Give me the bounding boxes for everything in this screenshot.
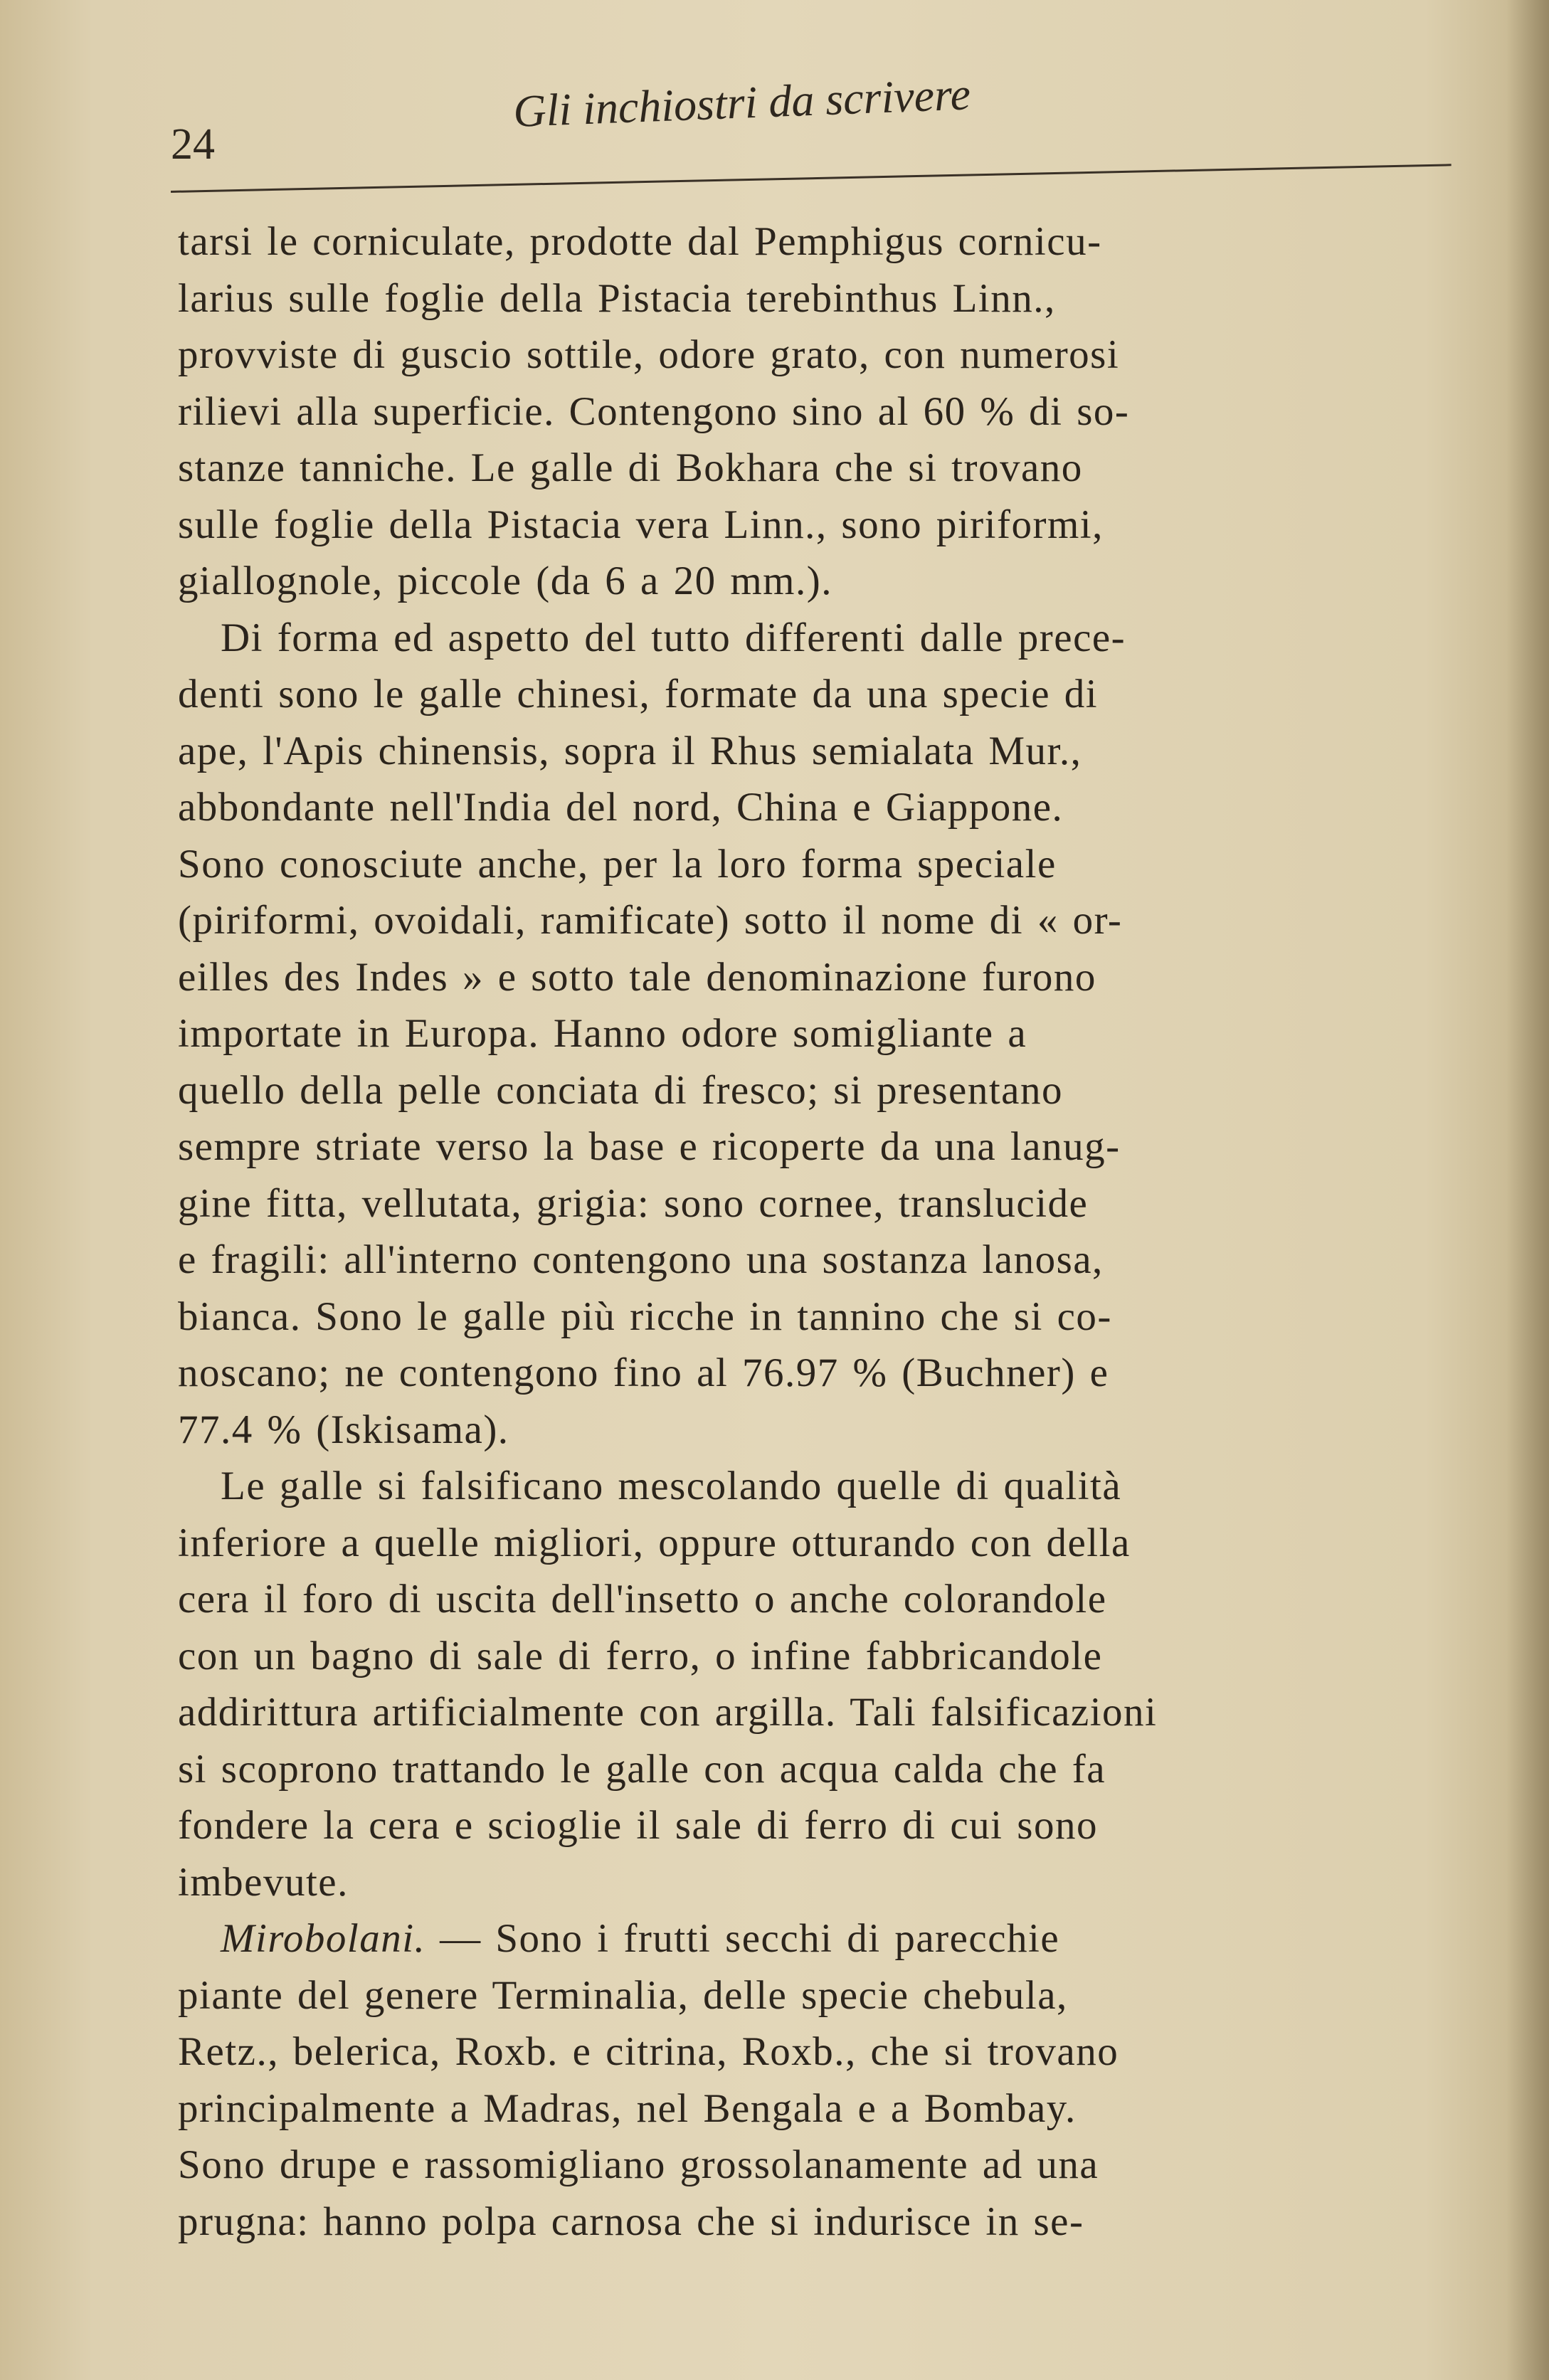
text-line: abbondante nell'India del nord, China e Giappone. (178, 785, 1064, 830)
section-heading-mirobolani: Mirobolani. (221, 1916, 426, 1961)
text-line: quello della pelle conciata di fresco; si presentano (178, 1067, 1063, 1113)
text-line: fondere la cera e scioglie il sale di ferro di cui sono (178, 1803, 1098, 1848)
text-line: sempre striate verso la base e ricoperte da una lanug- (178, 1124, 1121, 1169)
text-line: Sono conosciute anche, per la loro forma speciale (178, 841, 1057, 887)
text-line: denti sono le galle chinesi, formate da una specie di (178, 672, 1099, 716)
text-line: 77.4 % (Iskisama). (178, 1407, 509, 1452)
text-line: eilles des Indes » e sotto tale denominazione furono (178, 954, 1096, 1000)
page-header (171, 68, 1452, 199)
text-line (178, 1910, 1466, 1967)
text-line: cera il foro di uscita dell'insetto o anche colorandole (178, 1577, 1107, 1622)
text-line: larius sulle foglie della Pistacia terebinthus Linn., (178, 275, 1056, 321)
text-line: giallognole, piccole (da 6 a 20 mm.). (178, 559, 832, 603)
text-line: sulle foglie della Pistacia vera Linn., sono piriformi, (178, 502, 1104, 547)
text-line: Le galle si falsificano mescolando quelle di qualità (221, 1464, 1122, 1508)
text-line: stanze tanniche. Le galle di Bokhara che si trovano (178, 445, 1083, 490)
text-line-continuation: — Sono i frutti secchi di parecchie (440, 1916, 1060, 1961)
page-edge-shadow (1506, 0, 1549, 2380)
body-text (178, 213, 1466, 2291)
text-line: tarsi le corniculate, prodotte dal Pemphigus cornicu- (178, 219, 1102, 264)
text-line: ape, l'Apis chinensis, sopra il Rhus semialata Mur., (178, 728, 1082, 773)
text-line: addirittura artificialmente con argilla. Tali falsificazioni (178, 1690, 1158, 1735)
text-line: Di forma ed aspetto del tutto differenti dalle prece- (221, 615, 1126, 660)
text-line: importate in Europa. Hanno odore somigliante a (178, 1011, 1027, 1056)
text-line: gine fitta, vellutata, grigia: sono cornee, translucide (178, 1180, 1089, 1226)
text-line: (piriformi, ovoidali, ramificate) sotto il nome di « or- (178, 898, 1123, 943)
text-line: prugna: hanno polpa carnosa che si indurisce in se- (178, 2199, 1084, 2244)
running-title: Gli inchiostri da scrivere (512, 68, 972, 137)
text-line: con un bagno di sale di ferro, o infine fabbricandole (178, 1633, 1103, 1678)
text-line: bianca. Sono le galle più ricche in tannino che si co- (178, 1294, 1112, 1339)
text-line: si scoprono trattando le galle con acqua calda che fa (178, 1746, 1106, 1792)
text-line: Retz., belerica, Roxb. e citrina, Roxb., che si trovano (178, 2029, 1119, 2074)
text-line: provviste di guscio sottile, odore grato, con numerosi (178, 332, 1120, 377)
text-line: Sono drupe e rassomigliano grossolanamente ad una (178, 2142, 1099, 2187)
text-line: imbevute. (178, 1859, 349, 1905)
page-number: 24 (171, 120, 215, 169)
text-line: noscano; ne contengono fino al 76.97 % (Buchner) e (178, 1350, 1109, 1395)
text-line: inferiore a quelle migliori, oppure otturando con della (178, 1520, 1131, 1565)
text-line: piante del genere Terminalia, delle specie chebula, (178, 1972, 1068, 2018)
header-rule (171, 164, 1452, 193)
text-line: principalmente a Madras, nel Bengala e a Bombay. (178, 2085, 1077, 2131)
text-line: rilievi alla superficie. Contengono sino al 60 % di so- (178, 388, 1130, 434)
text-line: e fragili: all'interno contengono una sostanza lanosa, (178, 1237, 1104, 1282)
